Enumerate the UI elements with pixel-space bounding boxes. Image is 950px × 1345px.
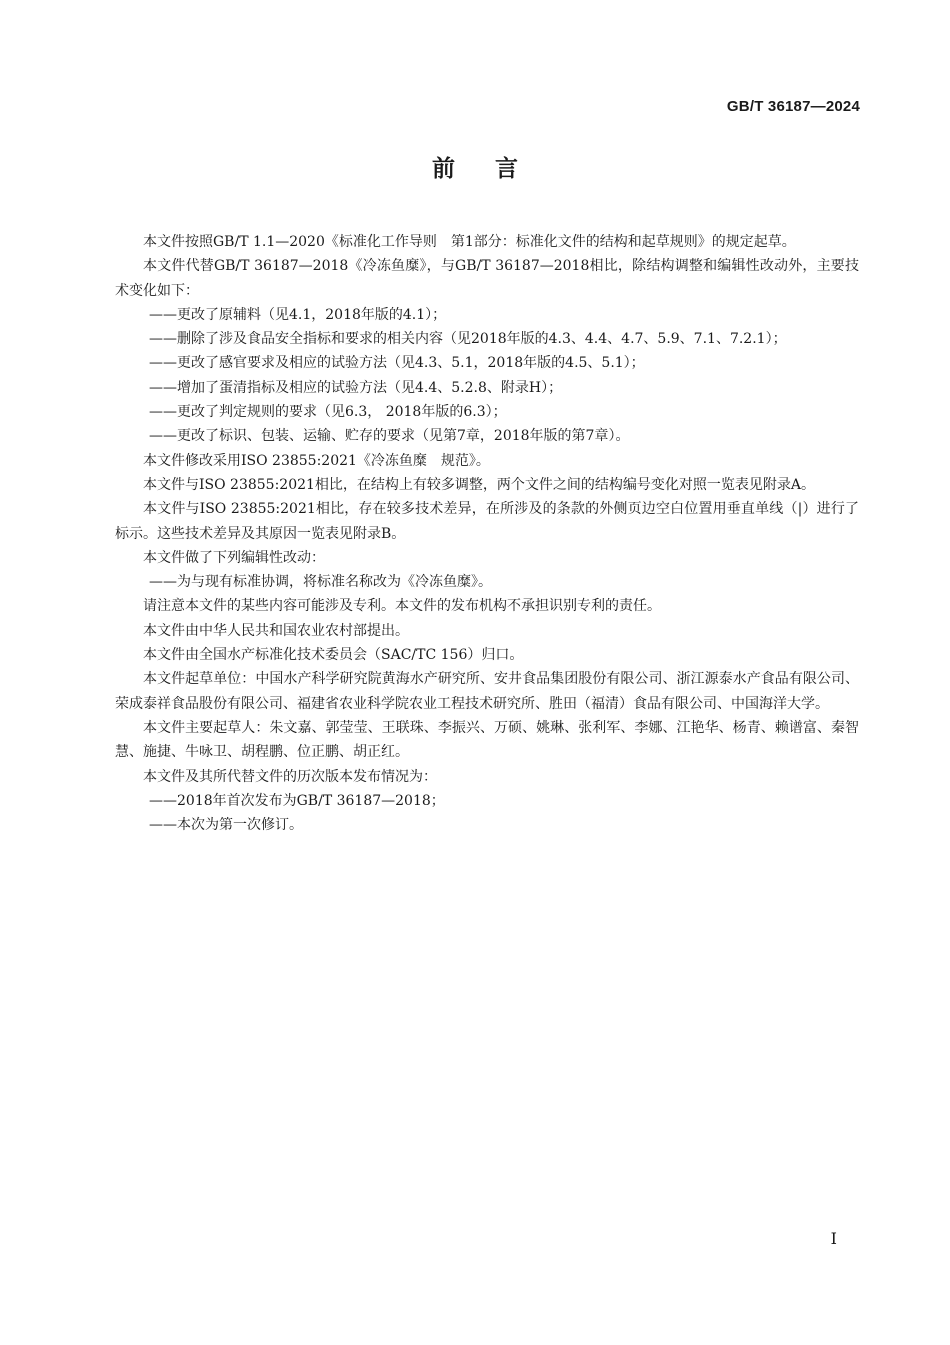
preface-paragraph: 本文件由中华人民共和国农业农村部提出。 xyxy=(143,622,409,639)
change-list-item: ——更改了感官要求及相应的试验方法（见4.3、5.1，2018年版的4.5、5.1）； xyxy=(149,355,645,372)
change-list-item: ——删除了涉及食品安全指标和要求的相关内容（见2018年版的4.3、4.4、4.7、5.9、7.1、7.2.1）； xyxy=(149,331,787,348)
preface-paragraph: 本文件与ISO 23855:2021相比，在结构上有较多调整，两个文件之间的结构编号变化对照一览表见附录A。 xyxy=(143,476,816,493)
change-list-item: ——本次为第一次修订。 xyxy=(149,817,303,834)
preface-paragraph: 请注意本文件的某些内容可能涉及专利。本文件的发布机构不承担识别专利的责任。 xyxy=(143,598,661,615)
preface-paragraph: 本文件做了下列编辑性改动： xyxy=(143,549,325,566)
preface-paragraph: 本文件主要起草人：朱文嘉、郭莹莹、王联珠、李振兴、万硕、姚琳、张利军、李娜、江艳华、杨青、赖谱富、秦智慧、施捷、牛咏卫、胡程鹏、位正鹏、胡正红。 xyxy=(115,719,859,761)
change-list-item: ——增加了蛋清指标及相应的试验方法（见4.4、5.2.8、附录H）； xyxy=(149,379,563,396)
page-number: I xyxy=(830,1229,837,1248)
preface-paragraph: 本文件按照GB/T 1.1—2020《标准化工作导则 第1部分：标准化文件的结构和起草规则》的规定起草。 xyxy=(143,234,796,250)
preface-paragraph: 本文件修改采用ISO 23855:2021《冷冻鱼糜 规范》。 xyxy=(143,452,490,469)
change-list-item: ——更改了标识、包装、运输、贮存的要求（见第7章，2018年版的第7章）。 xyxy=(149,428,630,445)
change-list-item: ——更改了原辅料（见4.1，2018年版的4.1）； xyxy=(149,306,447,323)
change-list-item: ——2018年首次发布为GB/T 36187—2018； xyxy=(149,792,445,809)
preface-paragraph: 本文件起草单位：中国水产科学研究院黄海水产研究所、安井食品集团股份有限公司、浙江源泰水产食品有限公司、荣成泰祥食品股份有限公司、福建省农业科学院农业工程技术研究所、胜田（福清）食品有限公司、中国海洋大学。 xyxy=(115,671,859,712)
preface-body xyxy=(115,230,859,837)
change-list-item: ——为与现有标准协调，将标准名称改为《冷冻鱼糜》。 xyxy=(149,574,492,591)
page-title: 前言 xyxy=(432,156,558,182)
preface-paragraph: 本文件代替GB/T 36187—2018《冷冻鱼糜》，与GB/T 36187—2018相比，除结构调整和编辑性改动外，主要技术变化如下： xyxy=(115,258,859,299)
preface-paragraph: 本文件由全国水产标准化技术委员会（SAC/TC 156）归口。 xyxy=(143,647,524,664)
preface-paragraph: 本文件与ISO 23855:2021相比，存在较多技术差异，在所涉及的条款的外侧页边空白位置用垂直单线（|）进行了标示。这些技术差异及其原因一览表见附录B。 xyxy=(115,501,859,542)
standard-code: GB/T 36187—2024 xyxy=(726,98,860,115)
preface-paragraph: 本文件及其所代替文件的历次版本发布情况为： xyxy=(143,768,437,785)
change-list-item: ——更改了判定规则的要求（见6.3， 2018年版的6.3）； xyxy=(149,404,507,421)
